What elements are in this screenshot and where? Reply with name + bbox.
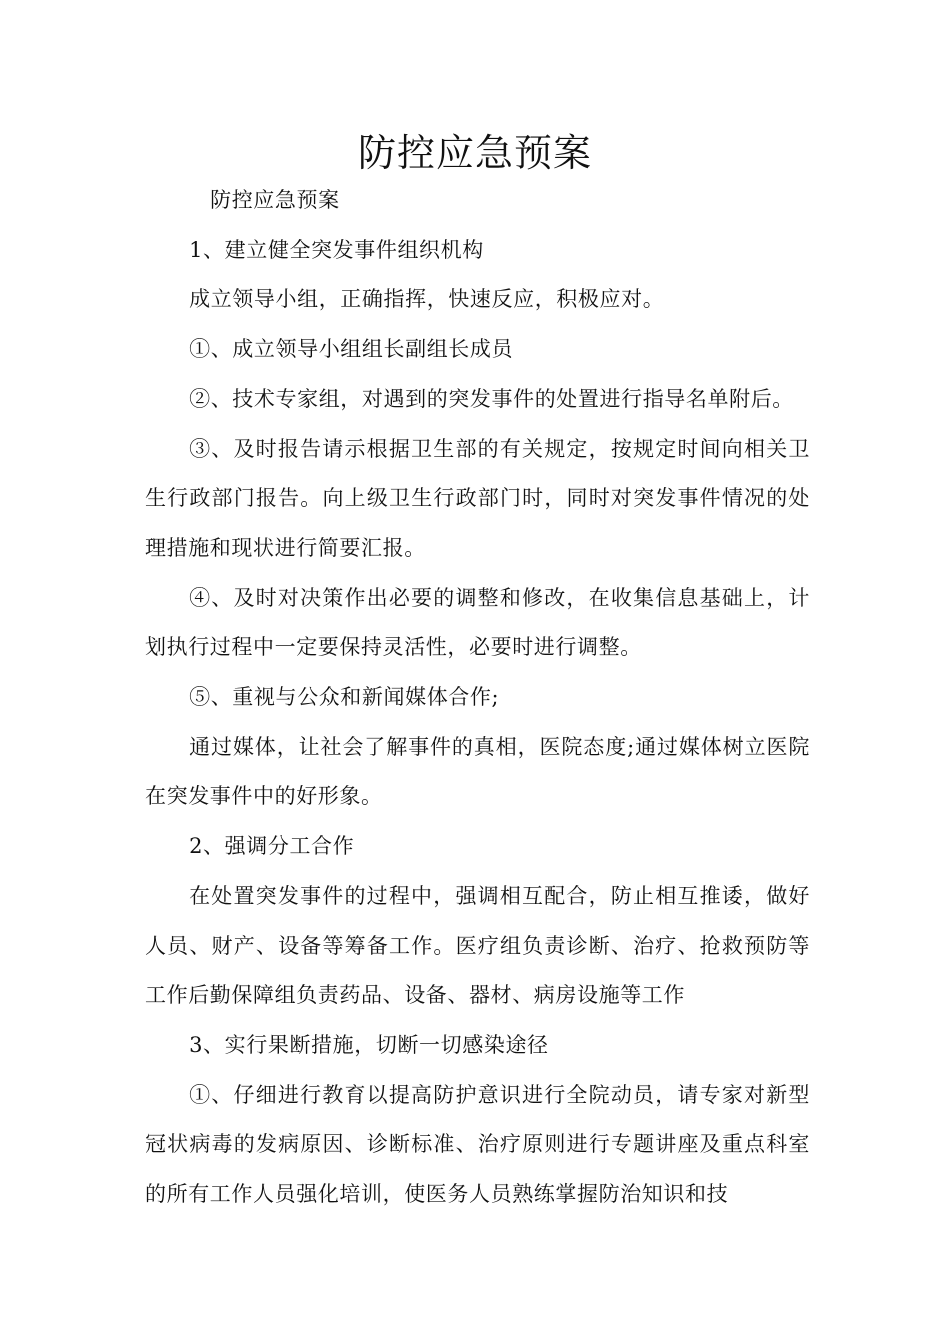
document-title: 防控应急预案 [357, 131, 592, 175]
document-body [145, 176, 810, 1220]
paragraph-education: ①、仔细进行教育以提高防护意识进行全院动员，请专家对新型冠状病毒的发病原因、诊断标准、治疗原则进行专题讲座及重点科室的所有工作人员强化培训，使医务人员熟练掌握防治知识和技 [145, 1082, 810, 1207]
paragraph-leadership-intro: 成立领导小组，正确指挥，快速反应，积极应对。 [189, 287, 665, 312]
paragraph-section-1-heading: 1、建立健全突发事件组织机构 [189, 237, 484, 262]
paragraph-item-3: ③、及时报告请示根据卫生部的有关规定，按规定时间向相关卫生行政部门报告。向上级卫生行政部门时，同时对突发事件情况的处理措施和现状进行简要汇报。 [145, 436, 810, 560]
paragraph-media: 通过媒体，让社会了解事件的真相，医院态度;通过媒体树立医院在突发事件中的好形象。 [145, 734, 810, 809]
paragraph-section-3-heading: 3、实行果断措施，切断一切感染途径 [189, 1032, 549, 1057]
paragraph-section-2-heading: 2、强调分工合作 [189, 834, 355, 859]
paragraph-item-5: ⑤、重视与公众和新闻媒体合作; [189, 685, 500, 710]
paragraph-item-1: ①、成立领导小组组长副组长成员 [189, 337, 514, 362]
paragraph-item-2: ②、技术专家组，对遇到的突发事件的处置进行指导名单附后。 [189, 386, 794, 411]
paragraph-item-4: ④、及时对决策作出必要的调整和修改，在收集信息基础上，计划执行过程中一定要保持灵活性，必要时进行调整。 [145, 585, 810, 660]
paragraph-cooperation: 在处置突发事件的过程中，强调相互配合，防止相互推诿，做好人员、财产、设备等筹备工作。医疗组负责诊断、治疗、抢救预防等工作后勤保障组负责药品、设备、器材、病房设施等工作 [145, 883, 810, 1008]
paragraph-subtitle: 防控应急预案 [210, 188, 340, 212]
